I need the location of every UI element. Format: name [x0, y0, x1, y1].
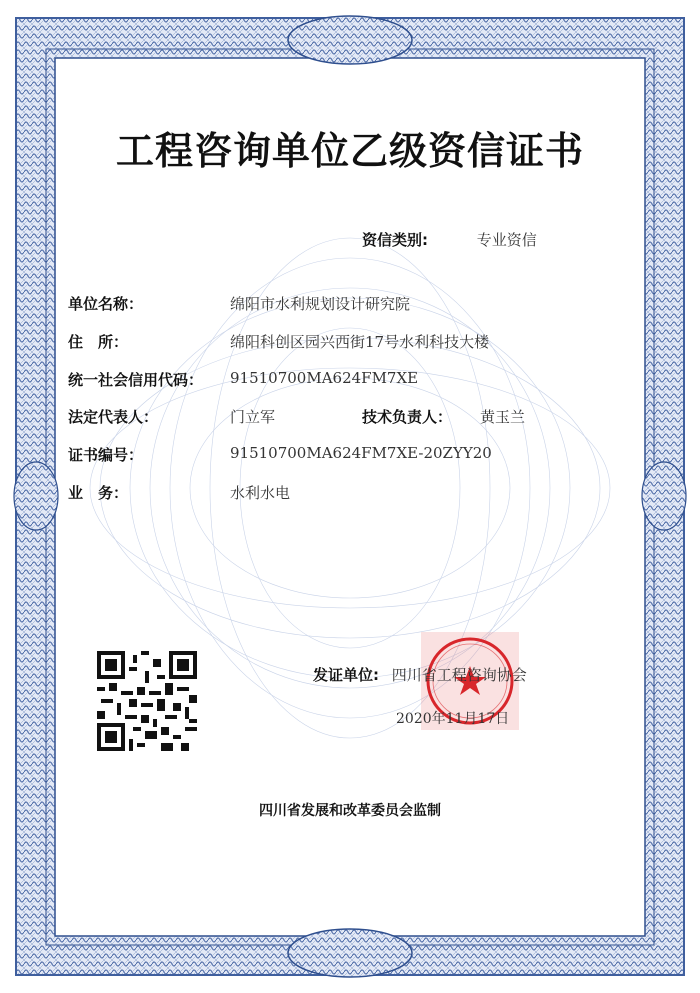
- tech-lead-value: 黄玉兰: [480, 408, 526, 426]
- certificate-title: 工程咨询单位乙级资信证书: [115, 129, 584, 173]
- credit-code-value: 91510700MA624FM7XE: [230, 369, 419, 387]
- credit-code-row: [68, 369, 203, 390]
- business-row: [68, 482, 128, 503]
- unit-name-value: 绵阳市水利规划设计研究院: [230, 295, 411, 313]
- address-value: 绵阳科创区园兴西街17号水利科技大楼: [230, 333, 490, 351]
- issuer-label: 发证单位:: [313, 666, 379, 684]
- credit-type-row: [362, 229, 537, 250]
- cert-no-label: 证书编号：: [68, 446, 144, 464]
- credit-type-value: 专业资信: [476, 231, 537, 249]
- legal-rep-value: 门立军: [230, 408, 276, 426]
- unit-name-label: 单位名称：: [68, 295, 144, 313]
- issuer-value: 四川省工程咨询协会: [391, 666, 527, 684]
- credit-code-label: 统一社会信用代码：: [68, 371, 204, 389]
- cert-no-value: 91510700MA624FM7XE-20ZYY20: [230, 444, 492, 462]
- supervisor-text: 四川省发展和改革委员会监制: [259, 803, 441, 819]
- legal-rep-row: [68, 406, 158, 427]
- unit-name-row: [68, 293, 143, 314]
- legal-rep-label: 法定代表人：: [68, 408, 159, 426]
- tech-lead-label: 技术负责人：: [362, 408, 453, 426]
- business-label: 业 务：: [68, 484, 129, 502]
- tech-lead-row: [362, 406, 452, 427]
- address-label: 住 所：: [68, 333, 129, 351]
- credit-type-label: 资信类别:: [362, 231, 428, 249]
- cert-no-row: [68, 444, 143, 465]
- issue-date: 2020年11月17日: [396, 711, 510, 727]
- qr-code-icon: [97, 651, 197, 751]
- issuer-row: [313, 664, 527, 685]
- address-row: [68, 331, 128, 352]
- business-value: 水利水电: [230, 484, 291, 502]
